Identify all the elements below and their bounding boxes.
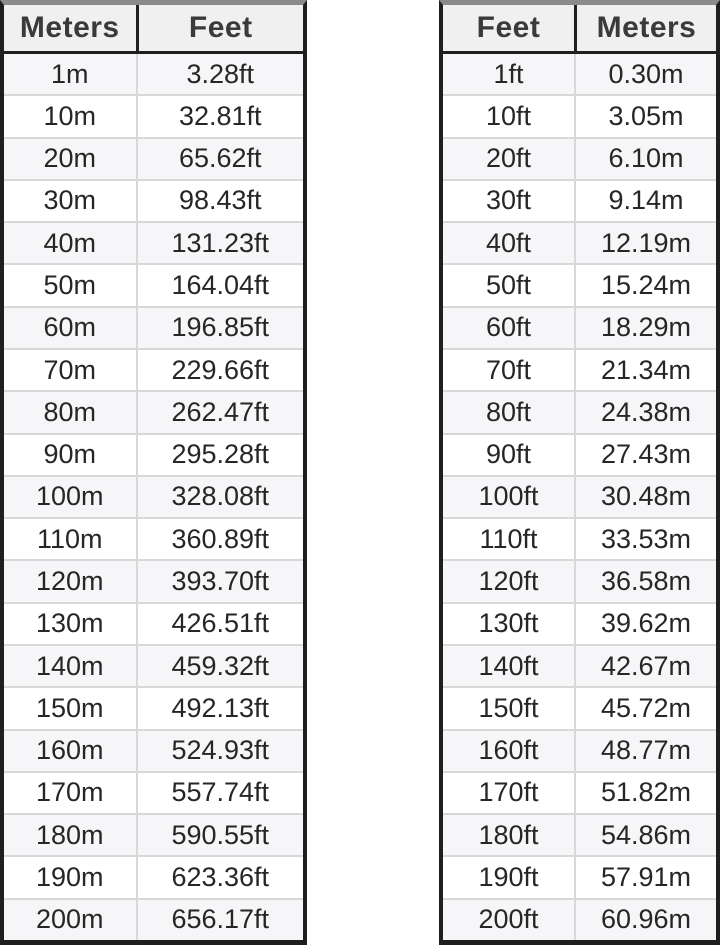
table-row	[443, 390, 716, 432]
table-row	[4, 348, 303, 390]
meters-value-cell: 21.34m	[574, 350, 716, 390]
column-header-meters: Meters	[574, 5, 716, 51]
feet-value-cell: 459.32ft	[136, 646, 303, 686]
feet-value-cell: 100ft	[478, 481, 539, 512]
meters-value-cell: 33.53m	[574, 519, 716, 559]
table-row	[443, 306, 716, 348]
table-header-row	[443, 5, 716, 54]
meters-value-cell: 190m	[36, 861, 104, 892]
meters-value-cell: 160m	[36, 735, 104, 766]
table-row	[4, 221, 303, 263]
table-row	[4, 813, 303, 855]
feet-value-cell: 160ft	[478, 735, 539, 766]
table-row	[4, 306, 303, 348]
meters-value-cell: 50m	[43, 270, 97, 301]
meters-value-cell: 0.30m	[574, 54, 716, 94]
meters-value-cell: 18.29m	[574, 308, 716, 348]
column-header-meters: Meters	[19, 11, 120, 44]
feet-value-cell: 1ft	[493, 58, 524, 89]
feet-value-cell: 393.70ft	[136, 561, 303, 601]
feet-value-cell: 328.08ft	[136, 477, 303, 517]
table-row	[443, 179, 716, 221]
meters-value-cell: 90m	[43, 439, 97, 470]
meters-value-cell: 1m	[51, 58, 89, 89]
table-row	[443, 771, 716, 813]
meters-value-cell: 130m	[36, 608, 104, 639]
column-header-feet: Feet	[136, 5, 303, 51]
feet-value-cell: 30ft	[485, 185, 532, 216]
table-header-row	[4, 5, 303, 54]
feet-value-cell: 120ft	[478, 566, 539, 597]
feet-value-cell: 164.04ft	[136, 265, 303, 305]
table-row	[443, 898, 716, 940]
meters-value-cell: 6.10m	[574, 139, 716, 179]
table-row	[4, 686, 303, 728]
meters-value-cell: 12.19m	[574, 223, 716, 263]
feet-value-cell: 200ft	[478, 904, 539, 935]
table-row	[4, 179, 303, 221]
feet-value-cell: 190ft	[478, 861, 539, 892]
meters-value-cell: 10m	[43, 100, 97, 131]
meters-value-cell: 120m	[36, 566, 104, 597]
table-row	[4, 54, 303, 94]
feet-value-cell: 656.17ft	[136, 900, 303, 940]
feet-value-cell: 20ft	[485, 143, 532, 174]
meters-value-cell: 42.67m	[574, 646, 716, 686]
feet-value-cell: 360.89ft	[136, 519, 303, 559]
table-row	[4, 644, 303, 686]
feet-value-cell: 80ft	[485, 396, 532, 427]
feet-value-cell: 170ft	[478, 777, 539, 808]
feet-value-cell: 229.66ft	[136, 350, 303, 390]
feet-to-meters-table	[439, 0, 720, 945]
table-row	[443, 644, 716, 686]
feet-value-cell: 262.47ft	[136, 392, 303, 432]
table-row	[443, 686, 716, 728]
feet-value-cell: 32.81ft	[136, 96, 303, 136]
table-row	[443, 221, 716, 263]
table-row	[443, 137, 716, 179]
meters-value-cell: 57.91m	[574, 857, 716, 897]
meters-value-cell: 20m	[43, 143, 97, 174]
table-row	[4, 390, 303, 432]
table-row	[443, 559, 716, 601]
table-row	[4, 263, 303, 305]
feet-value-cell: 60ft	[485, 312, 532, 343]
table-row	[443, 602, 716, 644]
meters-value-cell: 30.48m	[574, 477, 716, 517]
table-body	[4, 54, 303, 940]
meters-value-cell: 150m	[36, 692, 104, 723]
meters-value-cell: 45.72m	[574, 688, 716, 728]
feet-value-cell: 3.28ft	[136, 54, 303, 94]
table-row	[443, 517, 716, 559]
table-row	[443, 475, 716, 517]
feet-value-cell: 426.51ft	[136, 604, 303, 644]
meters-value-cell: 9.14m	[574, 181, 716, 221]
feet-value-cell: 110ft	[479, 523, 538, 554]
meters-to-feet-table	[0, 0, 307, 945]
table-row	[4, 517, 303, 559]
meters-value-cell: 51.82m	[574, 773, 716, 813]
feet-value-cell: 150ft	[478, 692, 539, 723]
table-body	[443, 54, 716, 940]
feet-value-cell: 295.28ft	[136, 435, 303, 475]
meters-value-cell: 36.58m	[574, 561, 716, 601]
table-row	[4, 559, 303, 601]
meters-value-cell: 24.38m	[574, 392, 716, 432]
feet-value-cell: 590.55ft	[136, 815, 303, 855]
meters-value-cell: 60m	[43, 312, 97, 343]
meters-value-cell: 30m	[43, 185, 97, 216]
feet-value-cell: 130ft	[478, 608, 539, 639]
feet-value-cell: 180ft	[478, 819, 539, 850]
meters-value-cell: 54.86m	[574, 815, 716, 855]
table-row	[4, 137, 303, 179]
meters-value-cell: 100m	[36, 481, 104, 512]
meters-value-cell: 110m	[37, 523, 103, 554]
table-row	[443, 729, 716, 771]
table-row	[443, 94, 716, 136]
table-row	[443, 263, 716, 305]
feet-value-cell: 50ft	[485, 270, 532, 301]
table-row	[4, 771, 303, 813]
table-row	[443, 855, 716, 897]
meters-value-cell: 15.24m	[574, 265, 716, 305]
table-row	[4, 433, 303, 475]
meters-value-cell: 70m	[43, 354, 97, 385]
feet-value-cell: 524.93ft	[136, 731, 303, 771]
meters-value-cell: 60.96m	[574, 900, 716, 940]
table-row	[4, 602, 303, 644]
feet-value-cell: 131.23ft	[136, 223, 303, 263]
meters-value-cell: 48.77m	[574, 731, 716, 771]
meters-value-cell: 39.62m	[574, 604, 716, 644]
table-row	[4, 475, 303, 517]
meters-value-cell: 170m	[36, 777, 104, 808]
feet-value-cell: 557.74ft	[136, 773, 303, 813]
meters-value-cell: 3.05m	[574, 96, 716, 136]
feet-value-cell: 492.13ft	[136, 688, 303, 728]
meters-value-cell: 27.43m	[574, 435, 716, 475]
feet-value-cell: 140ft	[478, 650, 539, 681]
table-row	[4, 94, 303, 136]
meters-value-cell: 140m	[36, 650, 104, 681]
table-row	[443, 54, 716, 94]
table-row	[4, 898, 303, 940]
feet-value-cell: 196.85ft	[136, 308, 303, 348]
feet-value-cell: 65.62ft	[136, 139, 303, 179]
table-row	[443, 348, 716, 390]
feet-value-cell: 70ft	[485, 354, 532, 385]
feet-value-cell: 40ft	[485, 227, 532, 258]
meters-value-cell: 40m	[43, 227, 97, 258]
column-header-feet: Feet	[476, 11, 541, 44]
meters-value-cell: 80m	[43, 396, 97, 427]
meters-value-cell: 180m	[36, 819, 104, 850]
meters-value-cell: 200m	[36, 904, 104, 935]
table-row	[443, 433, 716, 475]
table-row	[4, 855, 303, 897]
feet-value-cell: 623.36ft	[136, 857, 303, 897]
table-row	[443, 813, 716, 855]
feet-value-cell: 98.43ft	[136, 181, 303, 221]
table-row	[4, 729, 303, 771]
feet-value-cell: 10ft	[485, 100, 532, 131]
feet-value-cell: 90ft	[485, 439, 532, 470]
